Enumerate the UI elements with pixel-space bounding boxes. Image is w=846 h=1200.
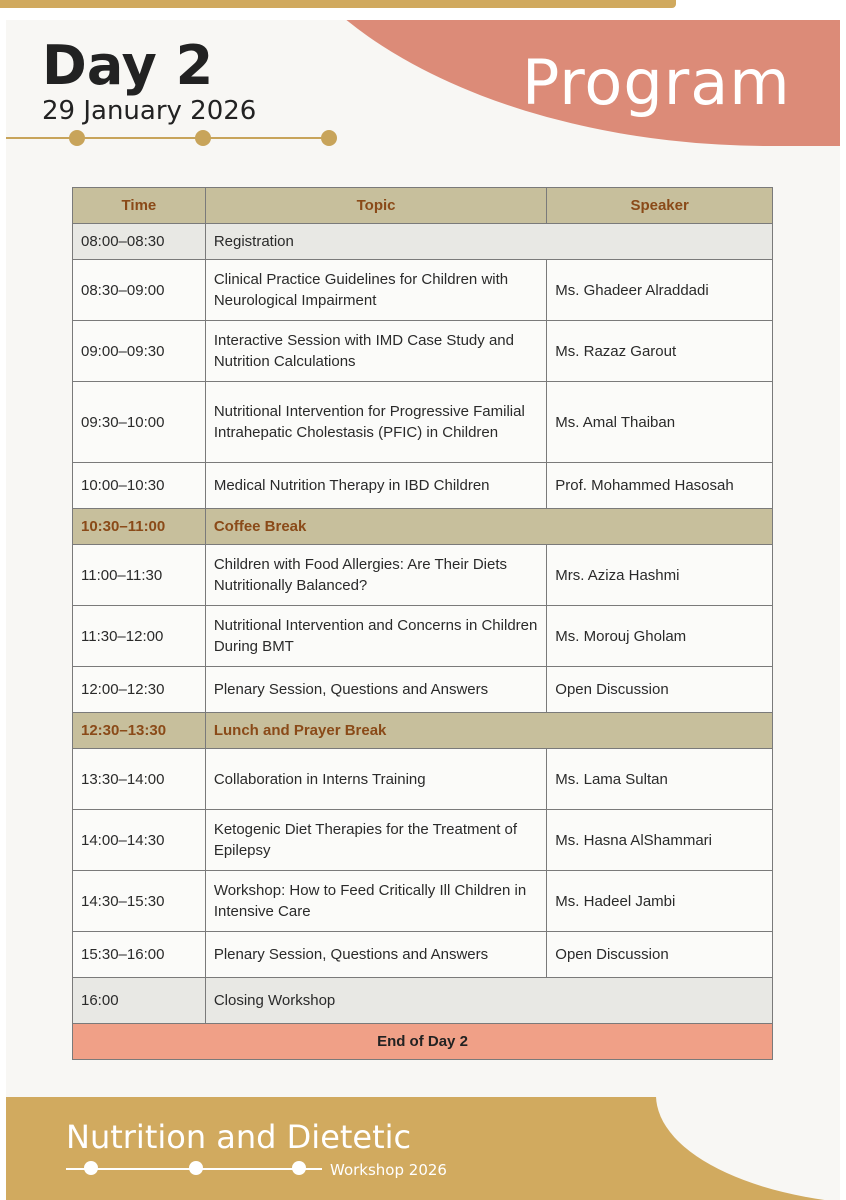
speaker-cell: Mrs. Aziza Hashmi bbox=[547, 545, 773, 606]
end-of-day-row bbox=[73, 1024, 773, 1060]
speaker-cell: Ms. Lama Sultan bbox=[547, 749, 773, 810]
table-header-row bbox=[73, 188, 773, 224]
day-title: Day 2 bbox=[42, 34, 214, 97]
time-cell: 14:30–15:30 bbox=[73, 871, 206, 932]
speaker-cell: Ms. Razaz Garout bbox=[547, 321, 773, 382]
topic-cell: Medical Nutrition Therapy in IBD Children bbox=[205, 463, 546, 509]
topic-cell: Lunch and Prayer Break bbox=[205, 713, 772, 749]
schedule-table bbox=[72, 187, 773, 1060]
speaker-cell: Ms. Ghadeer Alraddadi bbox=[547, 260, 773, 321]
time-cell: 11:00–11:30 bbox=[73, 545, 206, 606]
topic-cell: Nutritional Intervention and Concerns in Children During BMT bbox=[205, 606, 546, 667]
table-row bbox=[73, 932, 773, 978]
topic-cell: Interactive Session with IMD Case Study and Nutrition Calculations bbox=[205, 321, 546, 382]
speaker-cell: Ms. Amal Thaiban bbox=[547, 382, 773, 463]
table-row bbox=[73, 978, 773, 1024]
table-row bbox=[73, 260, 773, 321]
program-label: Program bbox=[522, 46, 791, 119]
schedule-body bbox=[73, 224, 773, 1060]
column-header-topic: Topic bbox=[205, 188, 546, 224]
topic-cell: Clinical Practice Guidelines for Children with Neurological Impairment bbox=[205, 260, 546, 321]
table-row bbox=[73, 871, 773, 932]
table-row bbox=[73, 224, 773, 260]
time-cell: 13:30–14:00 bbox=[73, 749, 206, 810]
time-cell: 12:00–12:30 bbox=[73, 667, 206, 713]
time-cell: 14:00–14:30 bbox=[73, 810, 206, 871]
speaker-cell: Open Discussion bbox=[547, 667, 773, 713]
speaker-cell: Prof. Mohammed Hasosah bbox=[547, 463, 773, 509]
table-row bbox=[73, 667, 773, 713]
time-cell: 09:30–10:00 bbox=[73, 382, 206, 463]
time-cell: 16:00 bbox=[73, 978, 206, 1024]
speaker-cell: Ms. Morouj Gholam bbox=[547, 606, 773, 667]
topic-cell: Registration bbox=[205, 224, 772, 260]
table-row bbox=[73, 382, 773, 463]
table-row bbox=[73, 321, 773, 382]
time-cell: 09:00–09:30 bbox=[73, 321, 206, 382]
topic-cell: Children with Food Allergies: Are Their Diets Nutritionally Balanced? bbox=[205, 545, 546, 606]
topic-cell: Collaboration in Interns Training bbox=[205, 749, 546, 810]
column-header-speaker: Speaker bbox=[547, 188, 773, 224]
speaker-cell: Open Discussion bbox=[547, 932, 773, 978]
speaker-cell: Ms. Hadeel Jambi bbox=[547, 871, 773, 932]
time-cell: 11:30–12:00 bbox=[73, 606, 206, 667]
time-cell: 08:00–08:30 bbox=[73, 224, 206, 260]
speaker-cell: Ms. Hasna AlShammari bbox=[547, 810, 773, 871]
table-row bbox=[73, 749, 773, 810]
topic-cell: Plenary Session, Questions and Answers bbox=[205, 667, 546, 713]
topic-cell: Nutritional Intervention for Progressive Familial Intrahepatic Cholestasis (PFIC) in Children bbox=[205, 382, 546, 463]
break-row bbox=[73, 713, 773, 749]
topic-cell: Closing Workshop bbox=[205, 978, 772, 1024]
table-row bbox=[73, 810, 773, 871]
end-of-day-label: End of Day 2 bbox=[73, 1024, 773, 1060]
top-decor-strip bbox=[0, 0, 676, 8]
footer-subtitle: Workshop 2026 bbox=[330, 1161, 447, 1179]
topic-cell: Plenary Session, Questions and Answers bbox=[205, 932, 546, 978]
time-cell: 10:30–11:00 bbox=[73, 509, 206, 545]
table-row bbox=[73, 463, 773, 509]
table-row bbox=[73, 606, 773, 667]
table-row bbox=[73, 545, 773, 606]
topic-cell: Ketogenic Diet Therapies for the Treatment of Epilepsy bbox=[205, 810, 546, 871]
footer-title: Nutrition and Dietetic bbox=[66, 1118, 412, 1156]
time-cell: 12:30–13:30 bbox=[73, 713, 206, 749]
topic-cell: Coffee Break bbox=[205, 509, 772, 545]
break-row bbox=[73, 509, 773, 545]
time-cell: 08:30–09:00 bbox=[73, 260, 206, 321]
topic-cell: Workshop: How to Feed Critically Ill Children in Intensive Care bbox=[205, 871, 546, 932]
column-header-time: Time bbox=[73, 188, 206, 224]
day-date: 29 January 2026 bbox=[42, 96, 257, 126]
time-cell: 10:00–10:30 bbox=[73, 463, 206, 509]
time-cell: 15:30–16:00 bbox=[73, 932, 206, 978]
